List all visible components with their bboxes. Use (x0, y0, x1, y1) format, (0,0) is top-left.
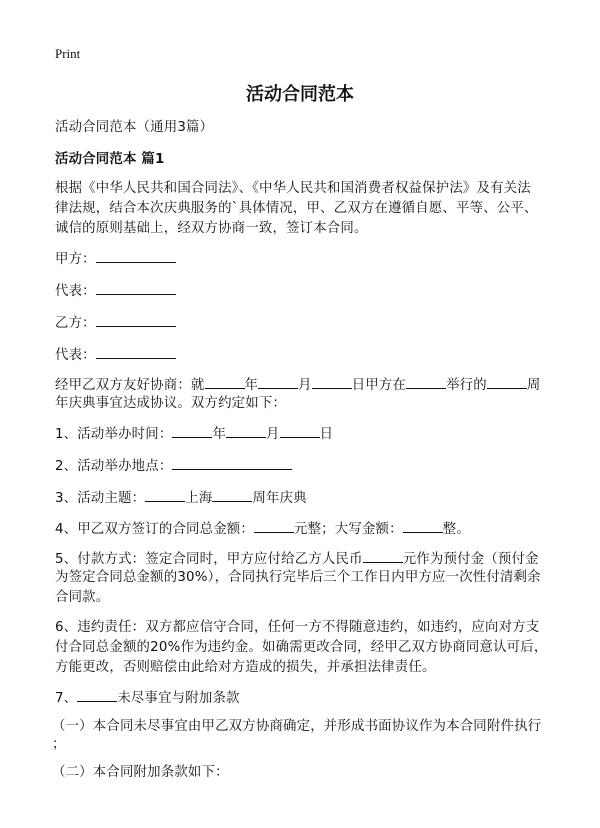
text: 元作为预付金（预付金 (402, 552, 539, 567)
intro-line: 诚信的原则基础上，经双方协商一致，签订本合同。 (55, 221, 368, 236)
party-b-rep (55, 344, 176, 366)
rep-label: 代表： (55, 284, 96, 299)
party-b (55, 312, 176, 334)
text: 整。 (442, 522, 470, 537)
intro-line: 根据《中华人民共和国合同法》、《中华人民共和国消费者权益保护法》及有关法 (55, 181, 531, 196)
text: 周年庆典 (252, 491, 307, 506)
blank-field (205, 374, 245, 389)
item-2 (55, 455, 292, 477)
blank-field (96, 248, 176, 263)
blank-field (403, 518, 443, 533)
party-a-rep (55, 280, 176, 302)
blank-field (254, 518, 294, 533)
text: 月 (266, 427, 280, 442)
text: 3、活动主题： (55, 491, 146, 506)
item-6-line: 6、违约责任：双方都应信守合同，任何一方不得随意违约，如违约，应向对方支 (55, 620, 540, 635)
text: 举行的 (446, 378, 487, 393)
item-5 (55, 548, 539, 570)
party-b-label: 乙方： (55, 316, 96, 331)
item-1 (55, 423, 333, 445)
text: 7、 (55, 691, 78, 706)
intro-line: 律法规，结合本次庆典服务的`具体情况，甲、乙双方在遵循自愿、平等、公平、 (55, 201, 538, 216)
blank-field (96, 344, 176, 359)
text: 经甲乙双方友好协商：就 (55, 378, 205, 393)
text: 日甲方在 (351, 378, 407, 393)
blank-field (145, 487, 185, 502)
blank-field (96, 312, 176, 327)
item-4 (55, 518, 470, 540)
blank-field (363, 548, 403, 563)
party-a (55, 248, 176, 270)
text: 周 (526, 378, 541, 393)
item-3 (55, 487, 307, 509)
item-6-line: 方能更改，否则赔偿由此给对方造成的损失，并承担法律责任。 (55, 660, 436, 675)
item-5-line: 为签定合同总金额的30%），合同执行完毕后三个工作日内甲方应一次性付清剩余 (55, 570, 541, 585)
blank-field (172, 423, 212, 438)
blank-field (280, 423, 320, 438)
blank-field (226, 423, 266, 438)
text: 5、付款方式：签定合同时，甲方应付给乙方人民币 (55, 552, 363, 567)
text: 2、活动举办地点： (55, 459, 173, 474)
text: 年 (212, 427, 227, 442)
text: 元整；大写金额： (294, 522, 403, 537)
blank-field (487, 374, 527, 389)
text: 年 (244, 378, 259, 393)
item-6-line: 付合同总金额的20%作为违约金。如确需更改合同，经甲乙双方协商同意认可后， (55, 640, 548, 655)
blank-field (172, 455, 292, 470)
blank-field (258, 374, 298, 389)
text: 日 (319, 427, 334, 442)
party-a-label: 甲方： (55, 252, 96, 267)
text: 未尽事宜与附加条款 (117, 691, 240, 706)
agreement-line (55, 374, 540, 396)
sub-clause-2: （二）本合同附加条款如下： (52, 765, 229, 780)
blank-field (96, 280, 176, 295)
blank-field (312, 374, 352, 389)
text: 1、活动举办时间： (55, 427, 173, 442)
print-link[interactable]: Print (55, 46, 81, 61)
text: 4、甲乙双方签订的合同总金额： (55, 522, 254, 537)
agreement-line: 年庆典事宜达成协议。双方约定如下： (55, 396, 287, 411)
document-title: 活动合同范本 (246, 84, 354, 105)
text: 上海 (185, 491, 213, 506)
subtitle: 活动合同范本（通用3篇） (55, 120, 214, 135)
blank-field (406, 374, 446, 389)
text: 月 (298, 378, 312, 393)
sub-clause-1-end: ； (52, 737, 66, 752)
blank-field (77, 687, 117, 702)
item-5-line: 合同款。 (55, 590, 110, 605)
blank-field (212, 487, 252, 502)
section-heading: 活动合同范本 篇1 (55, 152, 165, 167)
item-7 (55, 687, 240, 709)
rep-label: 代表： (55, 348, 96, 363)
sub-clause-1: （一）本合同未尽事宜由甲乙双方协商确定，并形成书面协议作为本合同附件执行 (52, 719, 542, 734)
